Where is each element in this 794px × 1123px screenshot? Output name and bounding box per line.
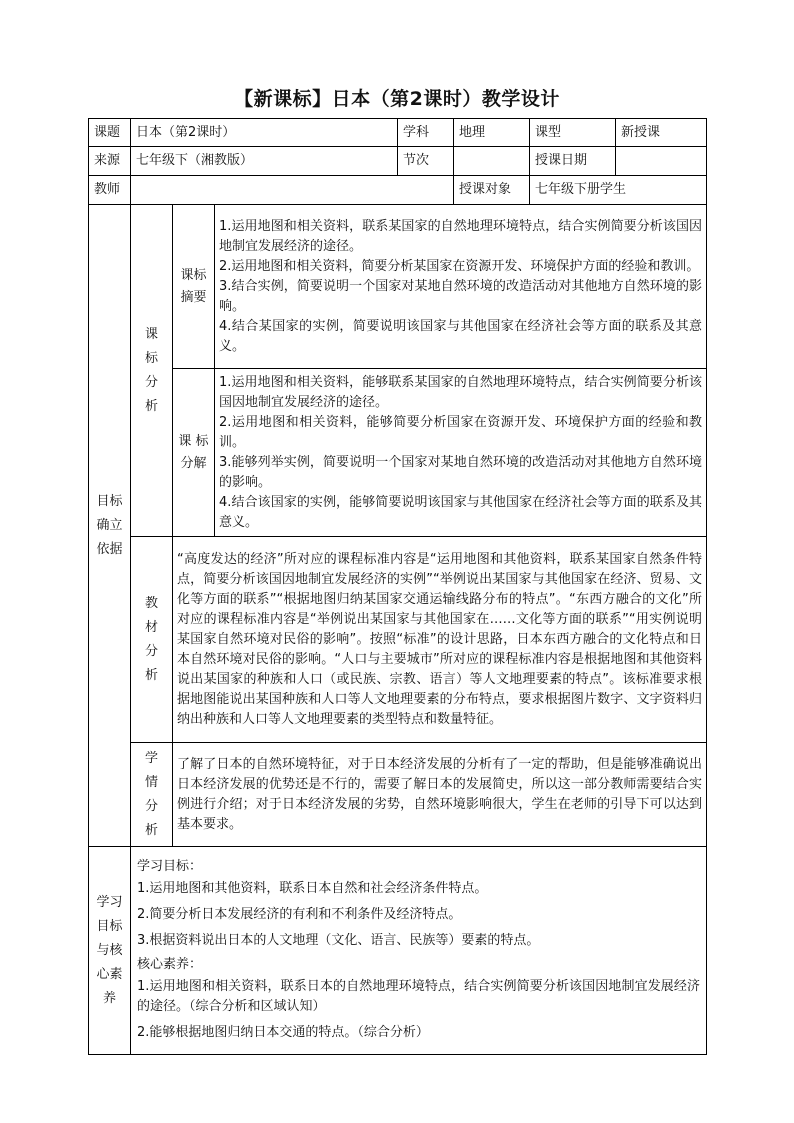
label-teacher: 教师 [89,176,131,205]
goals-row [89,847,707,1055]
subject-value: 地理 [454,119,530,147]
summary-item: 2.运用地图和相关资料，简要分析某国家在资源开发、环境保护方面的经验和教训。 [219,258,700,274]
textbook-analysis-label: 教 材 分 析 [131,537,173,743]
header-row-source [89,147,707,176]
label-topic: 课题 [89,119,131,147]
textbook-analysis-text: “高度发达的经济”所对应的课程标准内容是“运用地图和其他资料，联系某国家自然条件特点，简要分析该国因地制宜发展经济的实例”“举例说出某国家与其他国家在经济、贸易、文化等方面的联系”“根据地图归纳某国家交通运输线路分布的特点”。“东西方融合的文化”所对应的课程标准内容是“举例说出某国家与其他国家在……文化等方面的联系”“用实例说明某国家自然环境对民俗的影响”。按照“标准”的设计思路，日本东西方融合的文化特点和日本自然环境对民俗的影响。“人口与主要城市”所对应的课程标准内容是根据地图和其他资料说出某国家的种族和人口（或民族、宗教、语言）等人文地理要素的特点”。该标准要求根据地图能说出某国种族和人口等人文地理要素的分布特点，要求根据图片数字、文字资料归纳出种族和人口等人文地理要素的类型特点和数量特征。 [177,551,703,727]
label-source: 来源 [89,147,131,176]
core-literacy-item: 1.运用地图和相关资料，联系日本的自然地理环境特点，结合实例简要分析该国因地制宜发展经济的途径。（综合分析和区域认知） [137,978,701,1014]
decompose-label: 课 标 分解 [173,369,215,537]
summary-item: 1.运用地图和相关资料，联系某国家的自然地理环境特点，结合实例简要分析该国因地制宜发展经济的途径。 [219,218,703,254]
label-date: 授课日期 [530,147,616,176]
label-subject: 学科 [398,119,454,147]
label-period: 节次 [398,147,454,176]
learning-goal-item: 1.运用地图和其他资料，联系日本自然和社会经济条件特点。 [137,880,488,896]
decompose-item: 1.运用地图和相关资料，能够联系某国家的自然地理环境特点，结合实例简要分析该国因地制宜发展经济的途径。 [219,374,703,410]
learning-goals-title: 学习目标： [137,858,203,874]
topic-value: 日本（第2课时） [131,119,398,147]
standard-analysis-label: 课 标 分 析 [131,205,173,537]
basis-section-label: 目标 确立 依据 [89,205,131,847]
summary-label: 课标 摘要 [173,205,215,369]
learner-analysis-label: 学 情 分 析 [131,743,173,847]
label-audience: 授课对象 [454,176,530,205]
source-value: 七年级下（湘教版） [131,147,398,176]
summary-content [215,205,707,369]
decompose-content [215,369,707,537]
lesson-type-value: 新授课 [616,119,707,147]
lesson-plan-table [88,118,707,1055]
learning-goal-item: 3.根据资料说出日本的人文地理（文化、语言、民族等）要素的特点。 [137,932,540,948]
teacher-value [131,176,454,205]
core-literacy-item: 2.能够根据地图归纳日本交通的特点。（综合分析） [137,1024,429,1040]
header-row-topic [89,119,707,147]
date-value [616,147,707,176]
decompose-item: 2.运用地图和相关资料，能够简要分析国家在资源开发、环境保护方面的经验和教训。 [219,414,703,450]
textbook-analysis-row [89,537,707,743]
summary-item: 4.结合某国家的实例，简要说明该国家与其他国家在经济社会等方面的联系及其意义。 [219,318,703,354]
learning-goal-item: 2.简要分析日本发展经济的有利和不利条件及经济特点。 [137,906,462,922]
goals-content [131,847,707,1055]
standard-summary-row [89,205,707,369]
textbook-analysis-content [173,537,707,743]
summary-item: 3.结合实例，简要说明一个国家对某地自然环境的改造活动对其他地方自然环境的影响。 [219,278,703,314]
decompose-item: 3.能够列举实例，简要说明一个国家对某地自然环境的改造活动对其他地方自然环境的影响。 [219,454,703,490]
learner-analysis-row [89,743,707,847]
core-literacy-title: 核心素养： [137,956,203,972]
page-title: 【新课标】日本（第2课时）教学设计 [234,88,560,110]
goals-section-label: 学习 目标 与核 心素 养 [89,847,131,1055]
period-value [454,147,530,176]
header-row-teacher [89,176,707,205]
decompose-item: 4.结合该国家的实例，能够简要说明该国家与其他国家在经济社会等方面的联系及其意义。 [219,494,703,530]
audience-value: 七年级下册学生 [530,176,707,205]
learner-analysis-text: 了解了日本的自然环境特征，对于日本经济发展的分析有了一定的帮助，但是能够准确说出日本经济发展的优势还是不行的，需要了解日本的发展简史，所以这一部分教师需要结合实例进行介绍；对于日本经济发展的劣势，自然环境影响很大，学生在老师的引导下可以达到基本要求。 [177,756,703,832]
label-lesson-type: 课型 [530,119,616,147]
standard-decompose-row [89,369,707,537]
learner-analysis-content [173,743,707,847]
